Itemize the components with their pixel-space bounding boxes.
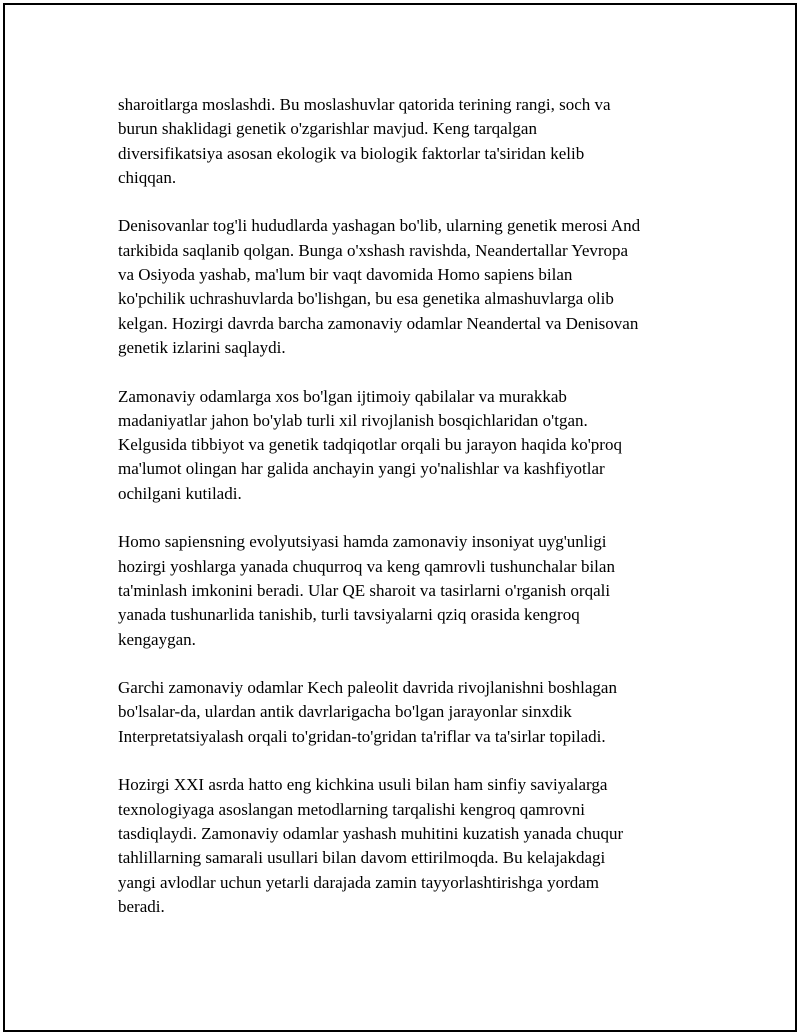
paragraph-1: sharoitlarga moslashdi. Bu moslashuvlar qatorida terining rangi, soch va burun shaklidagi genetik o'zgarishlar mavjud. Keng tarqalgan diversifikatsiya asosan ekologik va biologik faktorlar ta'siridan kelib chiqqan. (118, 95, 611, 187)
paragraph-2: Denisovanlar tog'li hududlarda yashagan bo'lib, ularning genetik merosi And tarkibida saqlanib qolgan. Bunga o'xshash ravishda, Neandertallar Yevropa va Osiyoda yashab, ma'lum bir vaqt davomida Homo sapiens bilan ko'pchilik uchrashuvlarda bo'lishgan, bu esa genetika almashuvlarga olib kelgan. Hozirgi davrda barcha zamonaviy odamlar Neandertal va Denisovan genetik izlarini saqlaydi. (118, 216, 641, 357)
document-body (118, 93, 698, 943)
paragraph-4: Homo sapiensning evolyutsiyasi hamda zamonaviy insoniyat uyg'unligi hozirgi yoshlarga yanada chuqurroq va keng qamrovli tushunchalar bilan ta'minlash imkonini beradi. Ular QE sharoit va tasirlarni o'rganish orqali yanada tushunarlida tanishib, turli tavsiyalarni qziq orasida kengroq kengaygan. (118, 532, 615, 649)
paragraph-3: Zamonaviy odamlarga xos bo'lgan ijtimoiy qabilalar va murakkab madaniyatlar jahon bo'ylab turli xil rivojlanish bosqichlaridan o'tgan. Kelgusida tibbiyot va genetik tadqiqotlar orqali bu jarayon haqida ko'proq ma'lumot olingan har galida anchayin yangi yo'nalishlar va kashfiyotlar ochilgani kutiladi. (118, 386, 622, 503)
paragraph-5: Garchi zamonaviy odamlar Kech paleolit davrida rivojlanishni boshlagan bo'lsalar-da, ulardan antik davrlarigacha bo'lgan jarayonlar sinxdik Interpretatsiyalash orqali to'gridan-to'gridan ta'riflar va ta'sirlar topiladi. (118, 678, 617, 746)
paragraph-6: Hozirgi XXI asrda hatto eng kichkina usuli bilan ham sinfiy saviyalarga texnologiyaga asoslangan metodlarning tarqalishi kengroq qamrovni tasdiqlaydi. Zamonaviy odamlar yashash muhitini kuzatish yanada chuqur tahlillarning samarali usullari bilan davom ettirilmoqda. Bu kelajakdagi yangi avlodlar uchun yetarli darajada zamin tayyorlashtirishga yordam beradi. (118, 775, 624, 916)
